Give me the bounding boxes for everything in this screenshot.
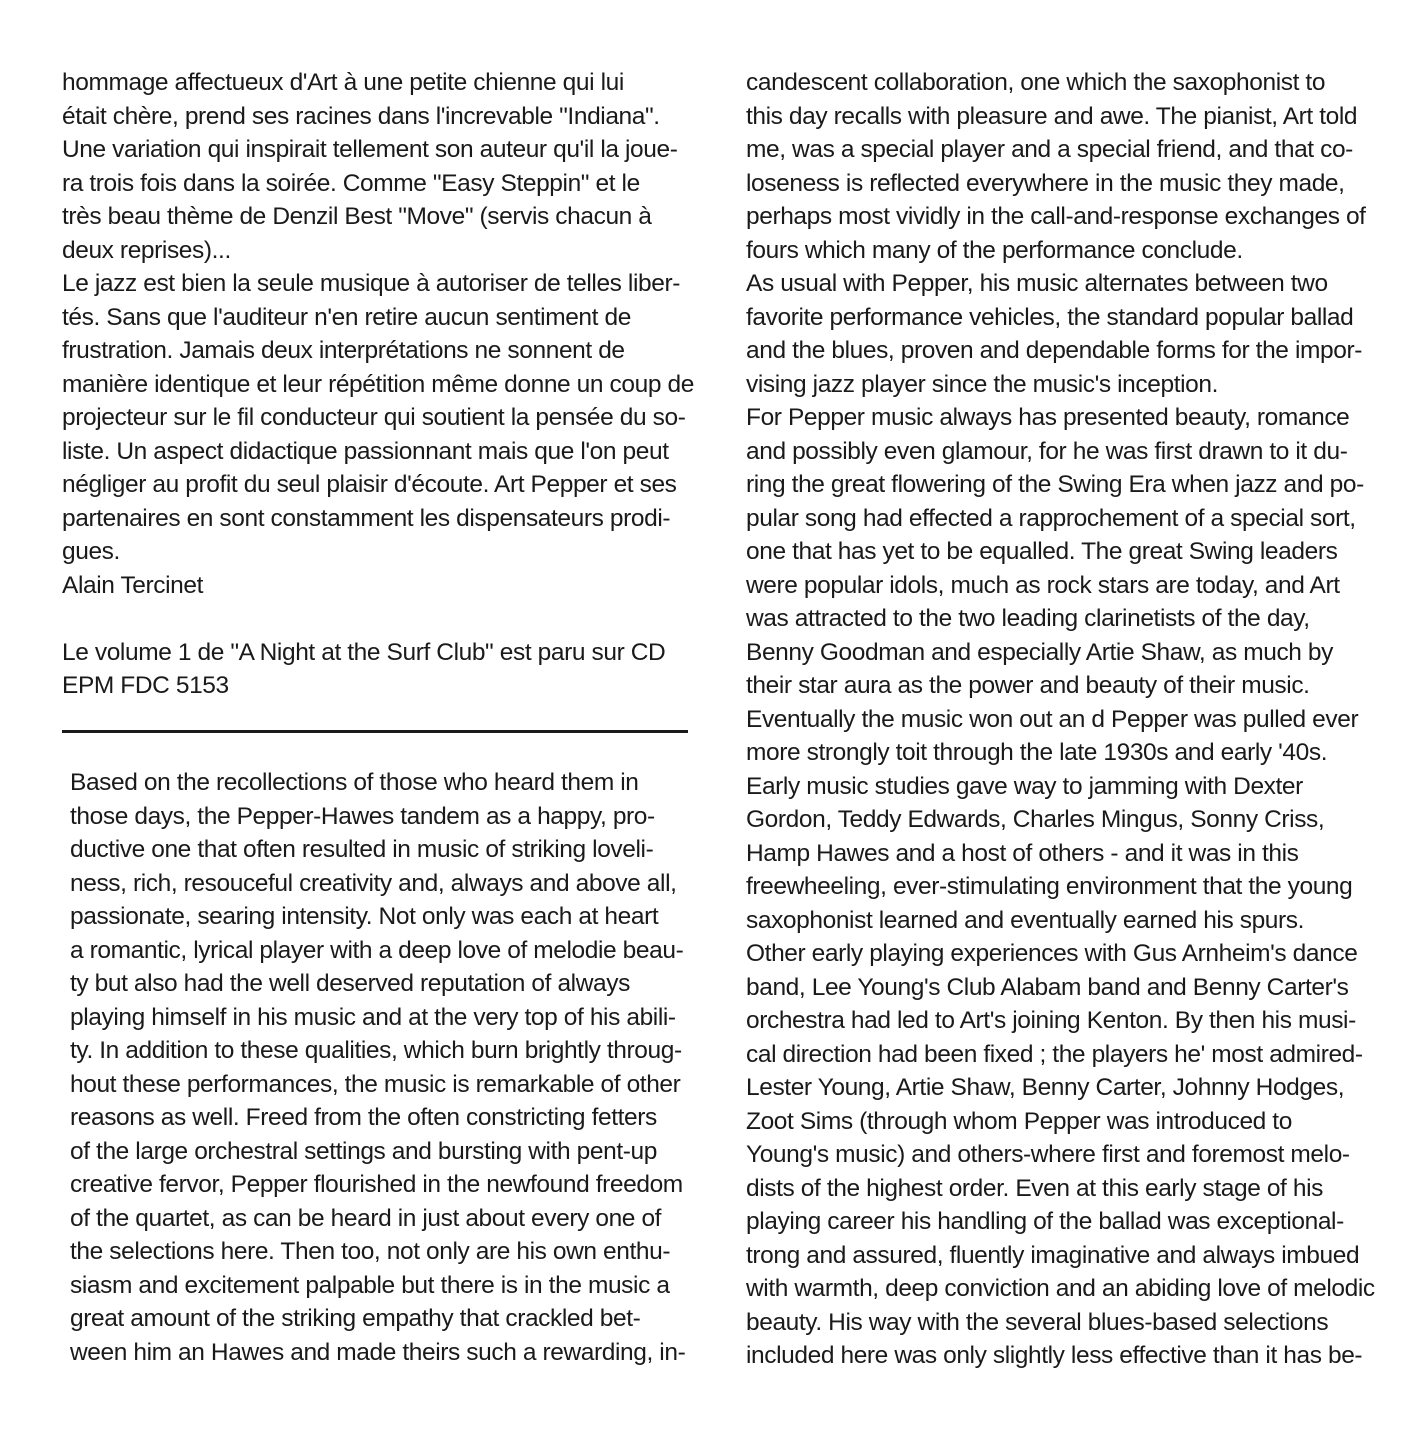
text-line: négliger au profit du seul plaisir d'écoute. Art Pepper et ses (62, 471, 677, 498)
text-line: those days, the Pepper-Hawes tandem as a happy, pro- (70, 802, 655, 830)
text-line: Le volume 1 de "A Night at the Surf Club" est paru sur CD (62, 638, 666, 666)
text-line: manière identique et leur répétition même donne un coup de (62, 370, 694, 398)
text-line: pular song had effected a rapprochement of a special sort, (746, 504, 1356, 532)
text-line: ween him an Hawes and made theirs such a rewarding, in- (70, 1338, 686, 1366)
text-line: of the quartet, as can be heard in just about every one of (70, 1204, 662, 1232)
text-line: ness, rich, resouceful creativity and, always and above all, (70, 869, 677, 897)
text-line: orchestra had led to Art's joining Kenton. By then his musi- (746, 1007, 1356, 1034)
text-line: Eventually the music won out an d Pepper was pulled ever (746, 705, 1359, 733)
text-line: dists of the highest order. Even at this early stage of his (746, 1174, 1323, 1202)
text-line: was attracted to the two leading clarinetists of the day, (746, 605, 1310, 632)
text-line: ductive one that often resulted in music of striking loveli- (70, 836, 654, 863)
text-line: Hamp Hawes and a host of others - and it was in this (746, 839, 1299, 867)
text-line: liste. Un aspect didactique passionnant mais que l'on peut (62, 437, 669, 465)
text-line: As usual with Pepper, his music alternates between two (746, 270, 1328, 297)
left-column-french-text (62, 66, 702, 703)
text-line: ty but also had the well deserved reputation of always (70, 970, 630, 997)
text-line: siasm and excitement palpable but there is in the music a (70, 1271, 670, 1299)
text-line: gues. (62, 538, 120, 565)
text-line: and possibly even glamour, for he was first drawn to it du- (746, 437, 1348, 465)
text-line: ra trois fois dans la soirée. Comme "Easy Steppin" et le (62, 169, 640, 197)
text-line: one that has yet to be equalled. The great Swing leaders (746, 538, 1338, 565)
text-line: frustration. Jamais deux interprétations ne sonnent de (62, 337, 625, 364)
text-line: playing career his handling of the ballad was exceptional- (746, 1208, 1344, 1235)
text-line: candescent collaboration, one which the saxophonist to (746, 69, 1326, 96)
text-line: saxophonist learned and eventually earned his spurs. (746, 906, 1305, 934)
text-line: Young's music) and others-where first and foremost melo- (746, 1141, 1350, 1168)
text-line: loseness is reflected everywhere in the music they made, (746, 169, 1345, 197)
text-line: favorite performance vehicles, the standard popular ballad (746, 303, 1354, 331)
text-line: deux reprises)... (62, 236, 231, 264)
text-line: creative fervor, Pepper flourished in the newfound freedom (70, 1171, 683, 1198)
text-line: the selections here. Then too, not only are his own enthu- (70, 1238, 671, 1265)
right-column-english-text (746, 66, 1386, 1373)
text-line: beauty. His way with the several blues-based selections (746, 1308, 1329, 1336)
text-line: of the large orchestral settings and bursting with pent-up (70, 1137, 657, 1165)
text-line: hout these performances, the music is remarkable of other (70, 1070, 681, 1098)
text-line: fours which many of the performance conclude. (746, 236, 1243, 264)
text-line: Le jazz est bien la seule musique à autoriser de telles liber- (62, 270, 680, 297)
text-line: EPM FDC 5153 (62, 672, 229, 699)
text-line: this day recalls with pleasure and awe. The pianist, Art told (746, 102, 1358, 130)
text-line: me, was a special player and a special friend, and that co- (746, 136, 1353, 163)
blank-line (62, 602, 702, 636)
text-line: ty. In addition to these qualities, which burn brightly throug- (70, 1037, 682, 1064)
text-line: trong and assured, fluently imaginative and always imbued (746, 1241, 1360, 1269)
text-line: and the blues, proven and dependable forms for the impor- (746, 337, 1362, 364)
text-line: ring the great flowering of the Swing Era when jazz and po- (746, 471, 1364, 498)
text-line: passionate, searing intensity. Not only was each at heart (70, 903, 659, 930)
text-line: Gordon, Teddy Edwards, Charles Mingus, Sonny Criss, (746, 806, 1325, 833)
section-divider-rule (62, 730, 688, 733)
text-line: Based on the recollections of those who heard them in (70, 769, 639, 796)
text-line: était chère, prend ses racines dans l'increvable "Indiana". (62, 102, 660, 130)
text-line: Other early playing experiences with Gus Arnheim's dance (746, 940, 1358, 967)
text-line: perhaps most vividly in the call-and-response exchanges of (746, 203, 1366, 230)
text-line: reasons as well. Freed from the often constricting fetters (70, 1104, 657, 1131)
text-line: cal direction had been fixed ; the players he' most admired- (746, 1040, 1363, 1068)
text-line: included here was only slightly less effective than it has be- (746, 1342, 1363, 1369)
text-line: hommage affectueux d'Art à une petite chienne qui lui (62, 69, 624, 96)
text-line: a romantic, lyrical player with a deep love of melodie beau- (70, 936, 684, 964)
text-line: très beau thème de Denzil Best "Move" (servis chacun à (62, 203, 652, 230)
text-line: vising jazz player since the music's inception. (746, 370, 1219, 398)
text-line: Early music studies gave way to jamming with Dexter (746, 772, 1303, 800)
text-line: great amount of the striking empathy that crackled bet- (70, 1305, 641, 1332)
text-line: partenaires en sont constamment les dispensateurs prodi- (62, 504, 671, 532)
text-line: Alain Tercinet (62, 571, 204, 599)
left-column-english-text (70, 766, 710, 1369)
text-line: projecteur sur le fil conducteur qui soutient la pensée du so- (62, 404, 686, 431)
text-line: more strongly toit through the late 1930s and early '40s. (746, 739, 1328, 766)
text-line: Benny Goodman and especially Artie Shaw, as much by (746, 638, 1334, 666)
text-line: their star aura as the power and beauty of their music. (746, 672, 1310, 699)
text-line: band, Lee Young's Club Alabam band and Benny Carter's (746, 973, 1349, 1001)
text-line: freewheeling, ever-stimulating environment that the young (746, 873, 1353, 900)
text-line: Zoot Sims (through whom Pepper was introduced to (746, 1107, 1292, 1135)
text-line: Lester Young, Artie Shaw, Benny Carter, Johnny Hodges, (746, 1074, 1345, 1101)
text-line: were popular idols, much as rock stars are today, and Art (746, 571, 1340, 599)
text-line: playing himself in his music and at the very top of his abili- (70, 1003, 676, 1031)
text-line: For Pepper music always has presented beauty, romance (746, 404, 1350, 431)
text-line: with warmth, deep conviction and an abiding love of melodic (746, 1275, 1375, 1302)
text-line: Une variation qui inspirait tellement son auteur qu'il la joue- (62, 136, 678, 163)
text-line: tés. Sans que l'auditeur n'en retire aucun sentiment de (62, 303, 631, 331)
